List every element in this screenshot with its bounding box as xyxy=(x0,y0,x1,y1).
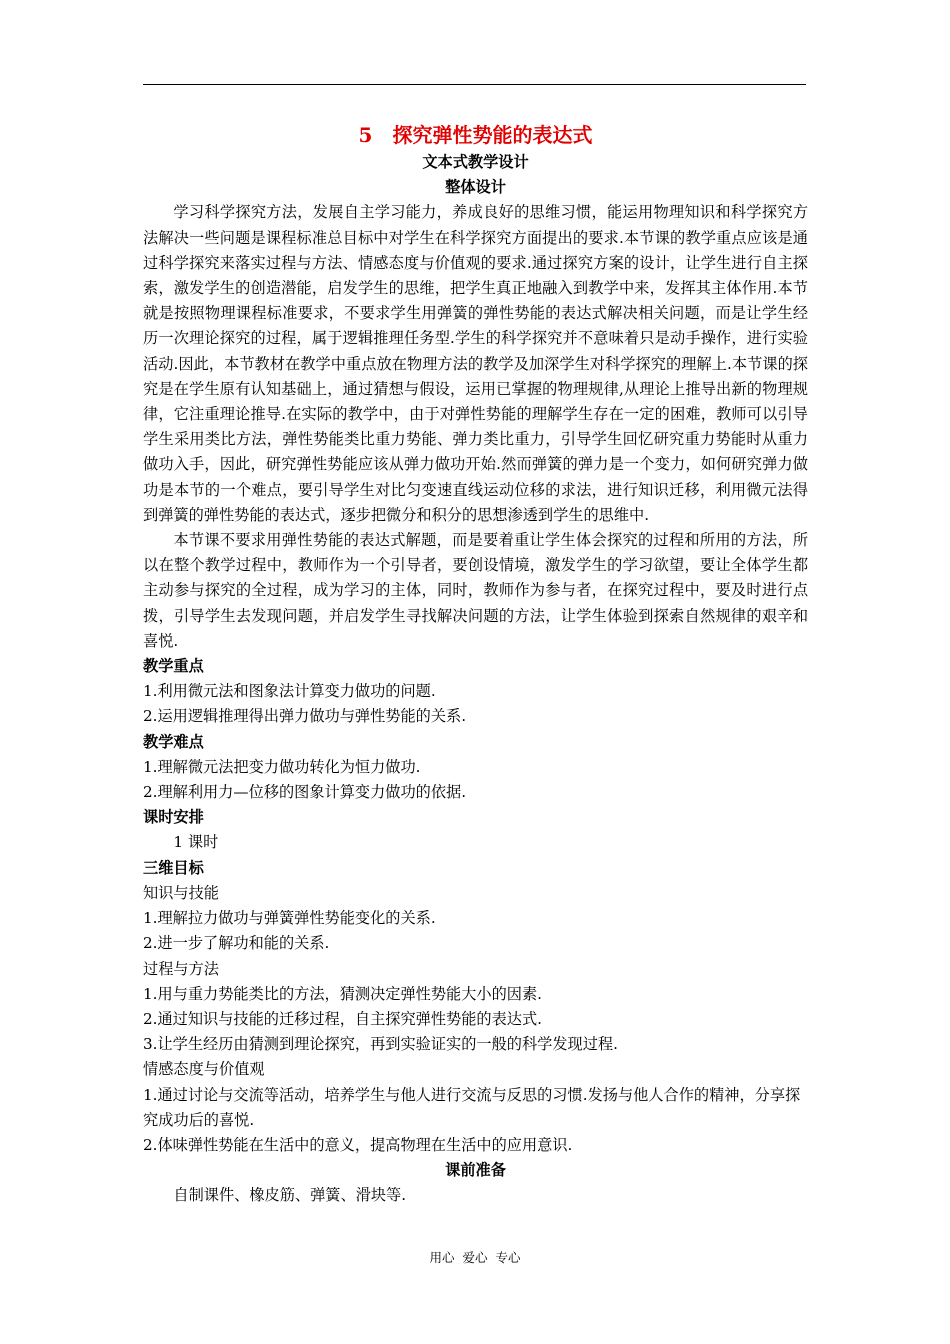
header-rule xyxy=(143,84,806,85)
process-item: 1.用与重力势能类比的方法，猜测决定弹性势能大小的因素. xyxy=(143,984,543,1003)
subheading-process: 过程与方法 xyxy=(143,959,219,978)
difficulty-item: 2.理解利用力—位移的图象计算变力做功的依据. xyxy=(143,783,467,802)
section-heading-overall: 整体设计 xyxy=(445,178,506,197)
section-heading-key-points: 教学重点 xyxy=(143,657,204,676)
document-subtitle: 文本式教学设计 xyxy=(422,153,529,171)
section-heading-goals: 三维目标 xyxy=(143,858,204,877)
attitude-item: 1.通过讨论与交流等活动，培养学生与他人进行交流与反思的习惯.发扬与他人合作的精神，分享探究成功后的喜悦. xyxy=(143,1085,801,1129)
paragraph-1: 学习科学探究方法，发展自主学习能力，养成良好的思维习惯，能运用物理知识和科学探究方法解决一些问题是课程标准总目标中对学生在科学探究方面提出的要求.本节课的教学重点应该是通过科学探究来落实过程与方法、情感态度与价值观的要求.通过探究方案的设计，让学生进行自主探索，激发学生的创造潜能，启发学生的思维，把学生真正地融入到教学中来，发挥其主体作用.本节就是按照物理课程标准要求，不要求学生用弹簧的弹性势能的表达式解决相关问题，而是让学生经历一次理论探究的过程，属于逻辑推理任务型.学生的科学探究并不意味着只是动手操作，进行实验活动.因此，本节教材在教学中重点放在物理方法的教学及加深学生对科学探究的理解上.本节课的探究是在学生原有认知基础上，通过猜想与假设，运用已掌握的物理规律,从理论上推导出新的物理规律，它注重理论推导.在实际的教学中，由于对弹性势能的理解学生存在一定的困难，教师可以引导学生采用类比方法，弹性势能类比重力势能、弹力类比重力，引导学生回忆研究重力势能时从重力做功入手，因此，研究弹性势能应该从弹力做功开始.然而弹簧的弹力是一个变力，如何研究弹力做功是本节的一个难点，要引导学生对比匀变速直线运动位移的求法，进行知识迁移，利用微元法得到弹簧的弹性势能的表达式，逐步把微分和积分的思想渗透到学生的思维中. xyxy=(143,203,808,524)
preparation-text: 自制课件、橡皮筋、弹簧、滑块等. xyxy=(173,1186,407,1205)
process-item: 2.通过知识与技能的迁移过程，自主探究弹性势能的表达式. xyxy=(143,1009,543,1028)
subheading-knowledge: 知识与技能 xyxy=(143,883,219,902)
document-title: 5 探究弹性势能的表达式 xyxy=(358,123,593,147)
section-heading-difficulties: 教学难点 xyxy=(143,732,204,751)
schedule-text: 1 课时 xyxy=(173,833,219,852)
knowledge-item: 1.理解拉力做功与弹簧弹性势能变化的关系. xyxy=(143,909,436,928)
subheading-attitude: 情感态度与价值观 xyxy=(143,1060,265,1079)
section-heading-preparation: 课前准备 xyxy=(445,1161,506,1180)
knowledge-item: 2.进一步了解功和能的关系. xyxy=(143,934,330,953)
page-footer: 用心 爱心 专心 xyxy=(429,1250,521,1265)
difficulty-item: 1.理解微元法把变力做功转化为恒力做功. xyxy=(143,757,421,776)
attitude-item: 2.体味弹性势能在生活中的意义，提高物理在生活中的应用意识. xyxy=(143,1135,573,1154)
process-item: 3.让学生经历由猜测到理论探究，再到实验证实的一般的科学发现过程. xyxy=(143,1035,618,1054)
key-point-item: 1.利用微元法和图象法计算变力做功的问题. xyxy=(143,682,436,701)
paragraph-2: 本节课不要求用弹性势能的表达式解题，而是要着重让学生体会探究的过程和所用的方法，所以在整个教学过程中，教师作为一个引导者，要创设情境，激发学生的学习欲望，要让全体学生都主动参与探究的全过程，成为学习的主体，同时，教师作为参与者，在探究过程中，要及时进行点拨，引导学生去发现问题，并启发学生寻找解决问题的方法，让学生体验到探索自然规律的艰辛和喜悦. xyxy=(143,531,808,650)
key-point-item: 2.运用逻辑推理得出弹力做功与弹性势能的关系. xyxy=(143,707,467,726)
document-body xyxy=(143,120,808,1209)
section-heading-schedule: 课时安排 xyxy=(143,808,204,827)
